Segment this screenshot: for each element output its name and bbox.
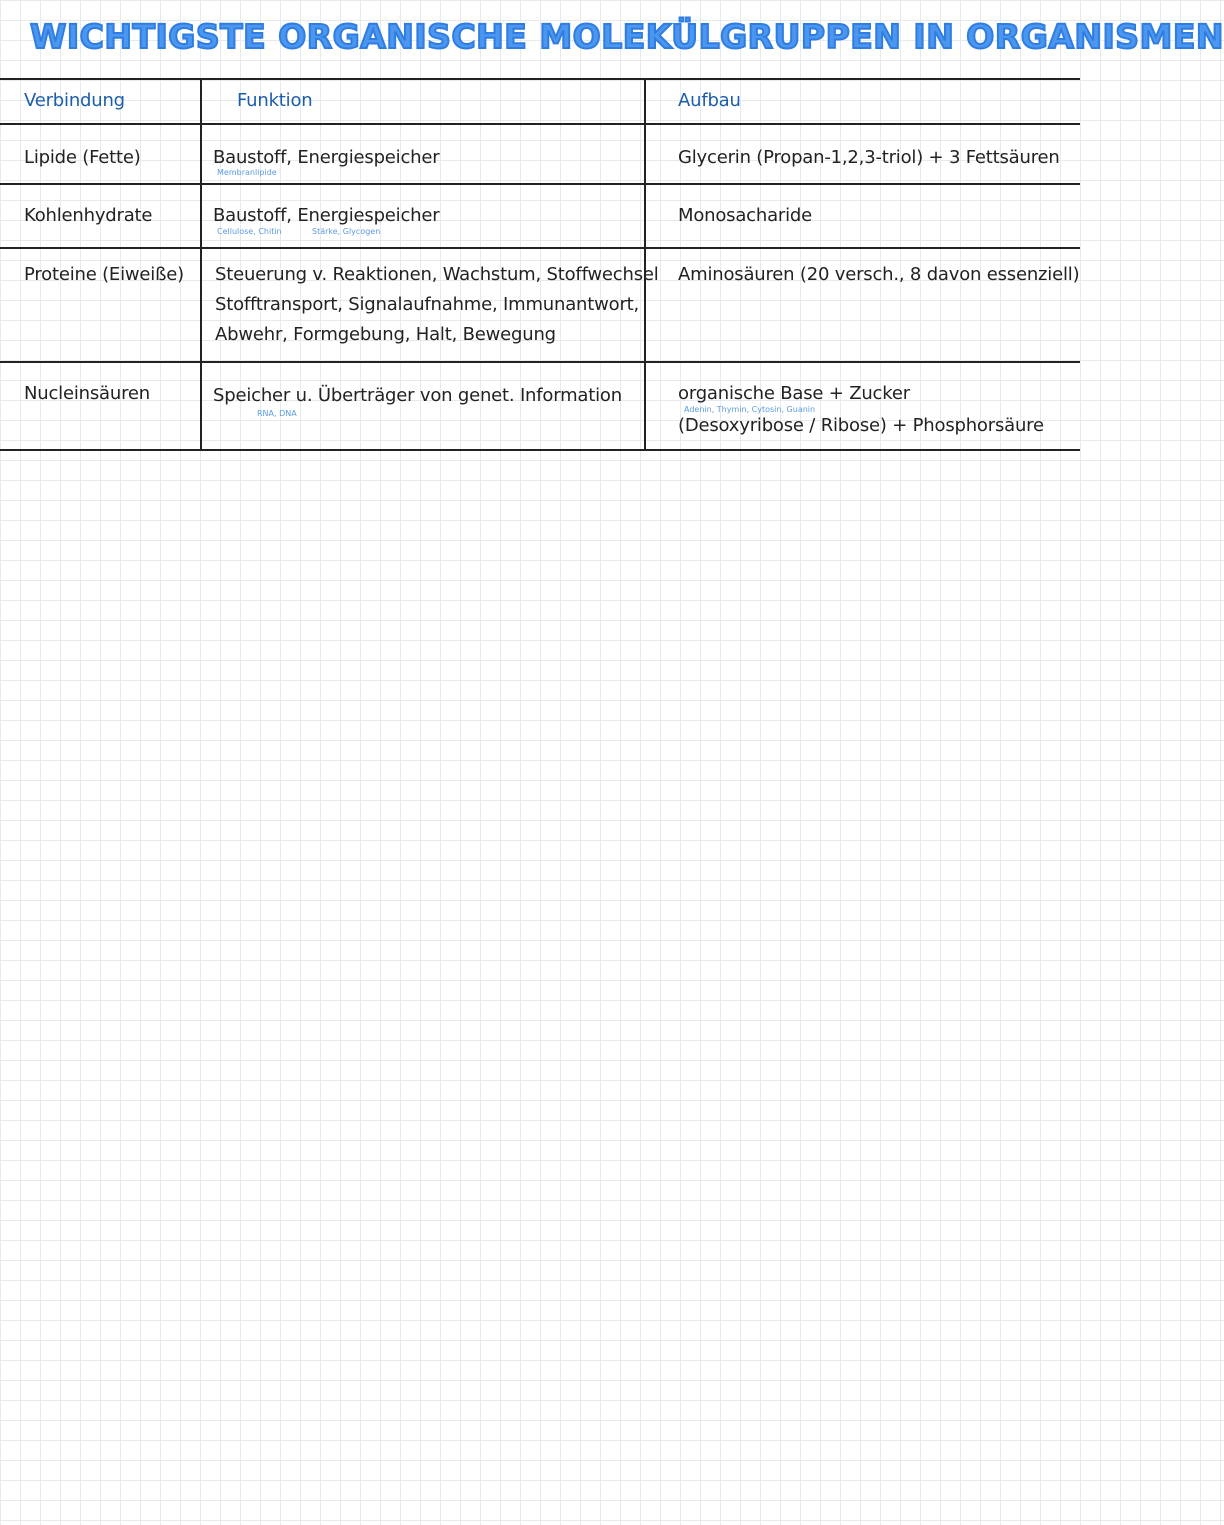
molecule-groups-table: [0, 78, 1080, 451]
function-text: Stofftransport, Signalaufnahme, Immunantwort,: [215, 294, 640, 315]
compound-name: Nucleinsäuren: [24, 383, 150, 404]
structure-text: (Desoxyribose / Ribose) + Phosphorsäure: [678, 415, 1044, 436]
structure-text: Monosacharide: [678, 205, 813, 226]
cell-aufbau: [644, 185, 1080, 247]
header-cell-verbindung: [0, 80, 200, 123]
cell-verbindung: [0, 125, 200, 183]
cell-verbindung: [0, 363, 200, 449]
structure-note: Adenin, Thymin, Cytosin, Guanin: [684, 405, 816, 414]
cell-funktion: [200, 185, 644, 247]
table-row: [0, 363, 1080, 451]
table-row: [0, 249, 1080, 363]
function-note: RNA, DNA: [257, 409, 297, 418]
table-header-row: [0, 78, 1080, 125]
compound-name: Kohlenhydrate: [24, 205, 153, 226]
function-note: Stärke, Glycogen: [312, 227, 381, 236]
cell-funktion: [200, 249, 659, 361]
header-cell-aufbau: [644, 80, 1080, 123]
table-row: [0, 125, 1080, 185]
cell-verbindung: [0, 249, 200, 361]
cell-aufbau: [644, 125, 1080, 183]
structure-text: Aminosäuren (20 versch., 8 davon essenziell): [678, 264, 1080, 285]
function-text: Steuerung v. Reaktionen, Wachstum, Stoffwechsel: [215, 264, 659, 285]
cell-verbindung: [0, 185, 200, 247]
cell-aufbau: [644, 363, 1080, 449]
cell-aufbau: [644, 249, 1080, 361]
cell-funktion: [200, 125, 644, 183]
header-label: Funktion: [237, 90, 313, 111]
table-row: [0, 185, 1080, 249]
compound-name: Proteine (Eiweiße): [24, 264, 184, 285]
function-note: Membranlipide: [217, 168, 277, 177]
function-text: Baustoff, Energiespeicher: [213, 205, 440, 226]
cell-funktion: [200, 363, 644, 449]
function-text: Baustoff, Energiespeicher: [213, 147, 440, 168]
structure-text: Glycerin (Propan-1,2,3-triol) + 3 Fettsäuren: [678, 147, 1060, 168]
function-note: Cellulose, Chitin: [217, 227, 282, 236]
structure-text: organische Base + Zucker: [678, 383, 910, 404]
page-title: WICHTIGSTE ORGANISCHE MOLEKÜLGRUPPEN IN ORGANISMEN: [30, 17, 1224, 56]
compound-name: Lipide (Fette): [24, 147, 141, 168]
function-text: Abwehr, Formgebung, Halt, Bewegung: [215, 324, 556, 345]
header-cell-funktion: [200, 80, 644, 123]
function-text: Speicher u. Überträger von genet. Information: [213, 385, 622, 406]
header-label: Aufbau: [678, 90, 741, 111]
header-label: Verbindung: [24, 90, 125, 111]
